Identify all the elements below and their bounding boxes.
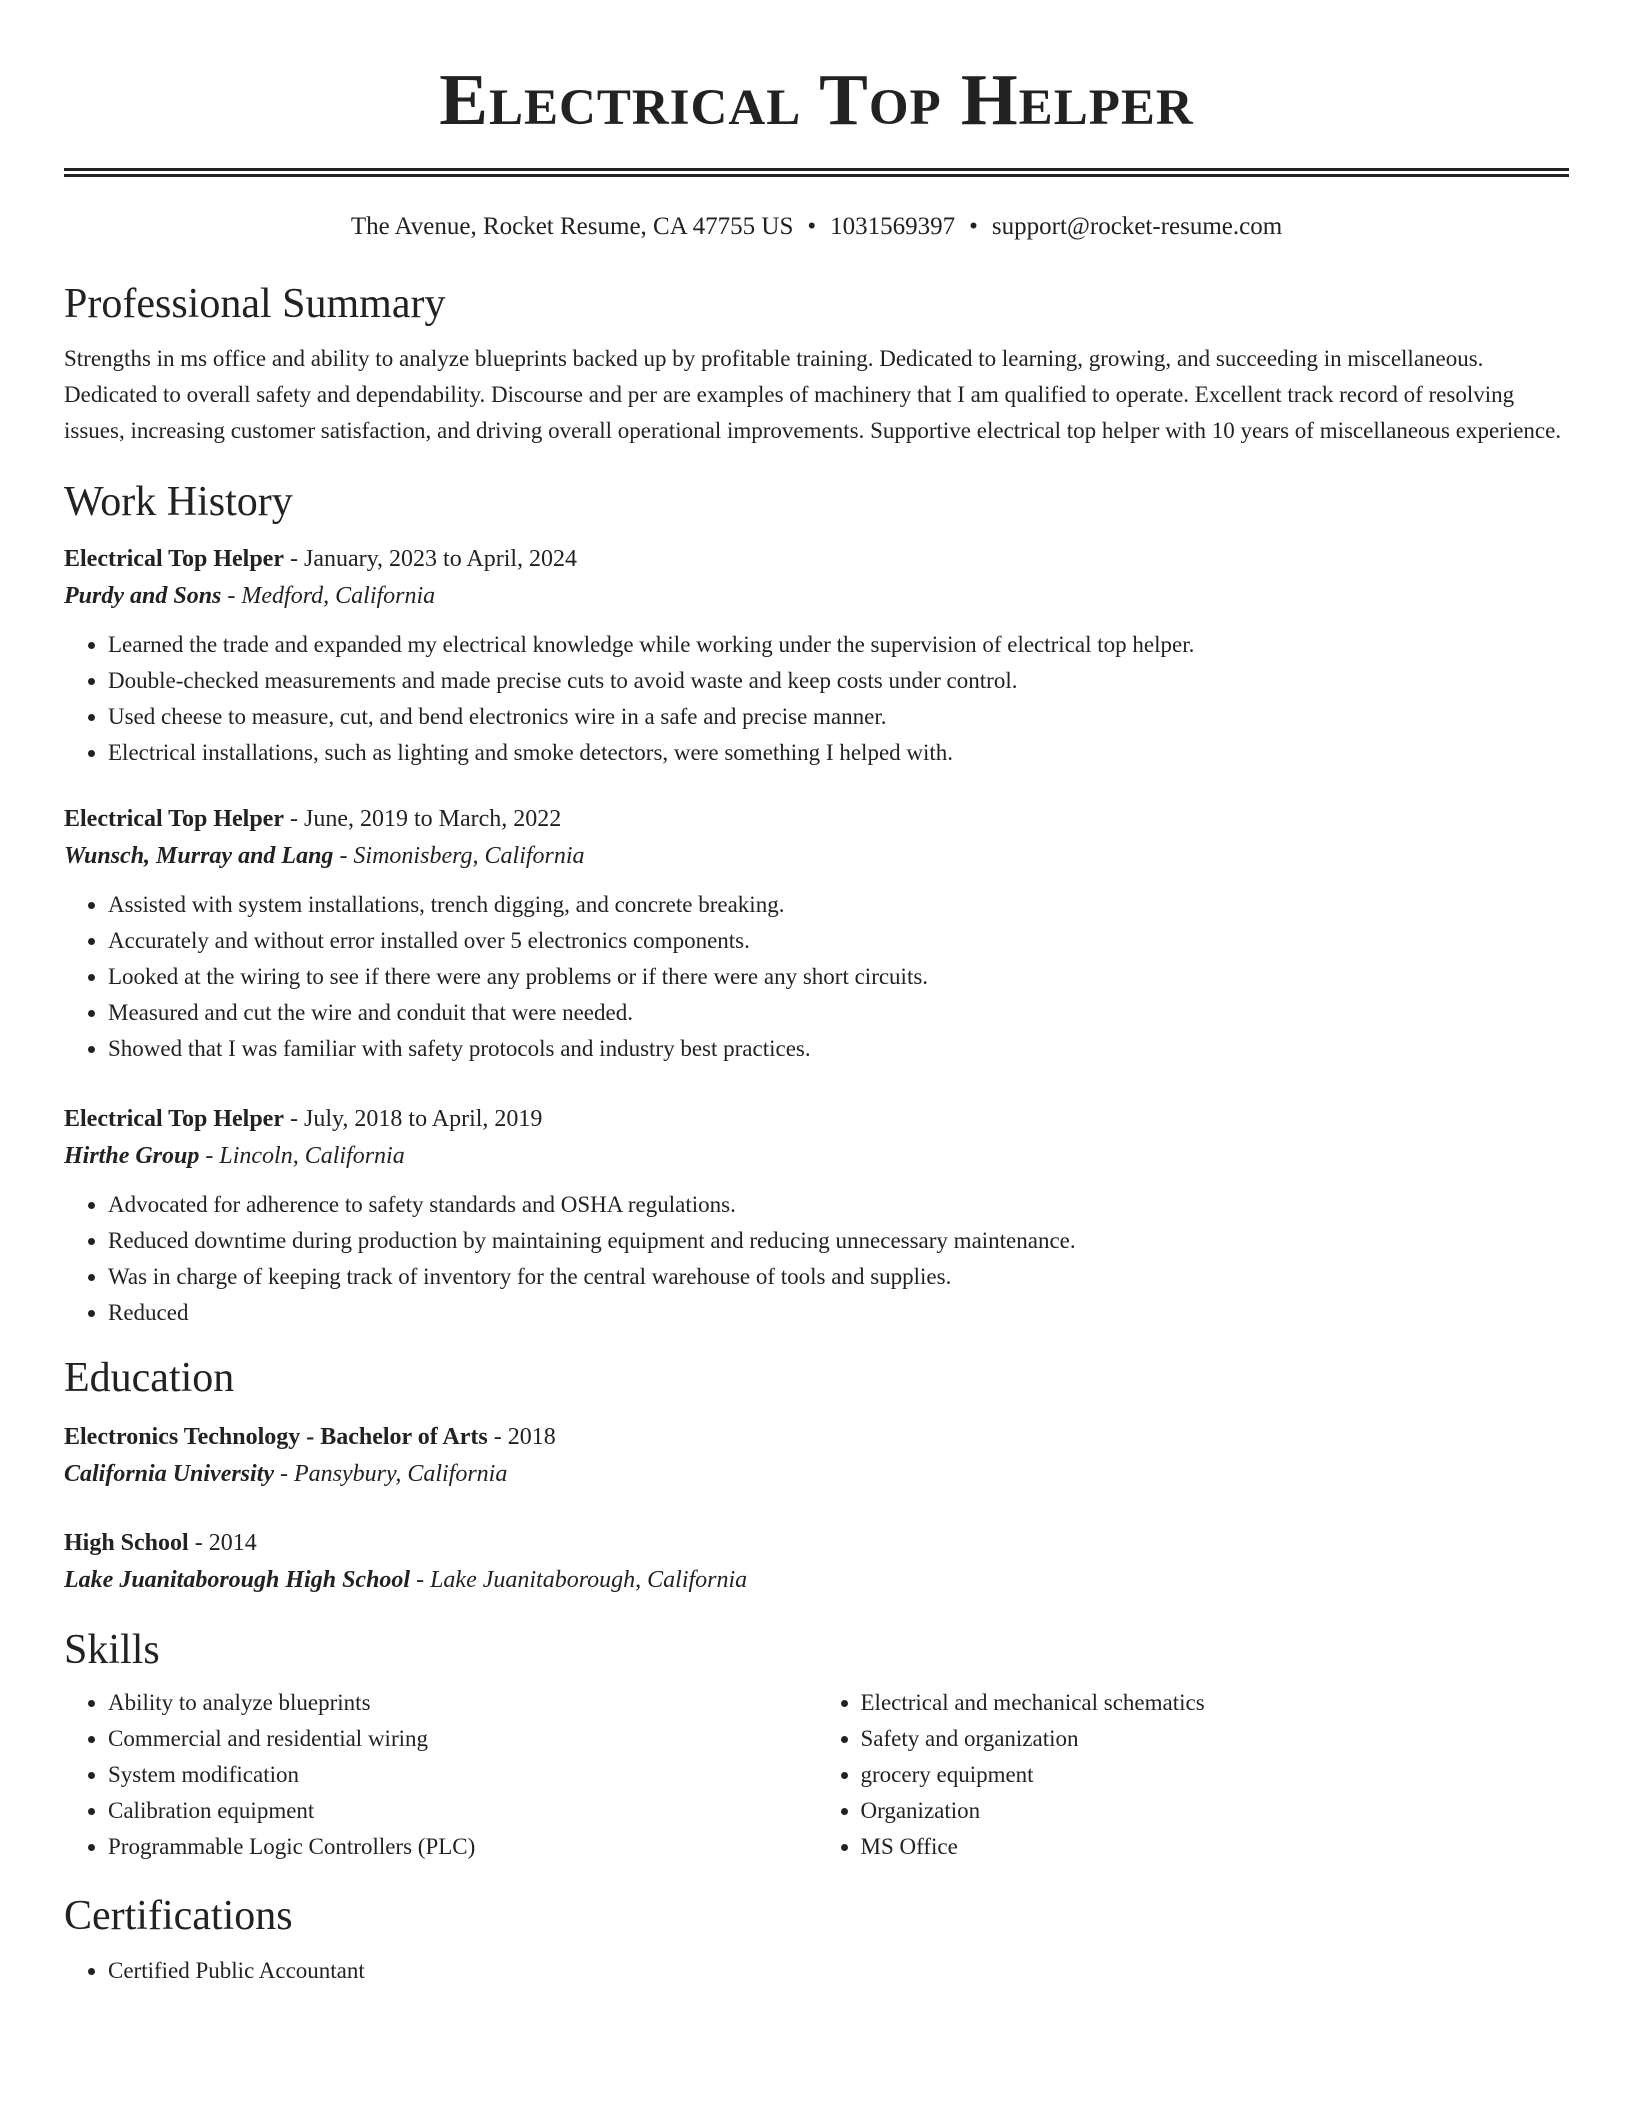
job-bullet: • Accurately and without error installed over 5 electronics components.	[108, 923, 1569, 959]
header-divider	[64, 168, 1569, 177]
job-bullet: • Reduced downtime during production by maintaining equipment and reducing unnecessary maintenance.	[108, 1223, 1569, 1259]
contact-address: The Avenue, Rocket Resume, CA 47755 US	[350, 213, 794, 240]
job-bullets	[64, 1187, 1569, 1331]
school-name: Lake Juanitaborough High School	[64, 1567, 411, 1593]
work-history-heading: Work History	[64, 479, 293, 525]
school-line	[64, 1455, 1569, 1493]
job-dates: - July, 2018 to April, 2019	[283, 1106, 543, 1132]
contact-email: support@rocket-resume.com	[991, 213, 1283, 240]
job-title: Electrical Top Helper	[64, 806, 284, 832]
job-company: Purdy and Sons	[64, 583, 222, 609]
job-company: Wunsch, Murray and Lang	[64, 843, 334, 869]
job-entry	[64, 1101, 1569, 1331]
job-title: Electrical Top Helper	[64, 1106, 284, 1132]
skill-item: • Calibration equipment	[108, 1793, 817, 1829]
certification-item: • Certified Public Accountant	[108, 1953, 1569, 1989]
skill-item: • Commercial and residential wiring	[108, 1721, 817, 1757]
degree-line	[64, 1525, 1569, 1561]
skills-list-left	[64, 1685, 817, 1865]
summary-text: Strengths in ms office and ability to analyze blueprints backed up by profitable training. Dedicated to learning, growing, and succeeding in miscellaneous. Dedicated to overall safety and dependability. Discourse and per are examples of machinery that I am qualified to operate. Excellent track record of resolving issues, increasing customer satisfaction, and driving overall operational improvements. Supportive electrical top helper with 10 years of miscellaneous experience.	[64, 346, 1562, 443]
skill-item: • Ability to analyze blueprints	[108, 1685, 817, 1721]
job-title-line	[64, 1101, 1569, 1137]
degree-year: - 2018	[487, 1424, 556, 1450]
job-bullet: • Double-checked measurements and made precise cuts to avoid waste and keep costs under control.	[108, 663, 1569, 699]
skills-heading: Skills	[64, 1627, 160, 1673]
job-entry	[64, 801, 1569, 1067]
job-location: - Lincoln, California	[199, 1143, 405, 1169]
job-dates: - June, 2019 to March, 2022	[283, 806, 562, 832]
skill-item: • MS Office	[861, 1829, 1570, 1865]
school-location: - Pansybury, California	[274, 1461, 508, 1487]
job-company-line	[64, 1137, 1569, 1175]
education-entry	[64, 1525, 1569, 1599]
job-bullet: • Learned the trade and expanded my electrical knowledge while working under the supervision of electrical top helper.	[108, 627, 1569, 663]
school-line	[64, 1561, 1569, 1599]
skill-item: • Programmable Logic Controllers (PLC)	[108, 1829, 817, 1865]
resume-page	[64, 0, 1569, 1989]
job-entry	[64, 541, 1569, 771]
job-bullet: • Electrical installations, such as lighting and smoke detectors, were something I helped with.	[108, 735, 1569, 771]
summary-heading: Professional Summary	[64, 281, 446, 327]
degree-line	[64, 1419, 1569, 1455]
job-bullet: • Was in charge of keeping track of inventory for the central warehouse of tools and supplies.	[108, 1259, 1569, 1295]
job-bullet: • Looked at the wiring to see if there were any problems or if there were any short circuits.	[108, 959, 1569, 995]
job-dates: - January, 2023 to April, 2024	[283, 546, 578, 572]
skills-list-right	[817, 1685, 1570, 1865]
resume-name: Electrical Top Helper	[439, 59, 1194, 140]
degree-year: - 2014	[188, 1530, 257, 1556]
job-title-line	[64, 801, 1569, 837]
skill-item: • Electrical and mechanical schematics	[861, 1685, 1570, 1721]
job-title: Electrical Top Helper	[64, 546, 284, 572]
skill-item: • Organization	[861, 1793, 1570, 1829]
job-location: - Simonisberg, California	[333, 843, 585, 869]
job-company-line	[64, 577, 1569, 615]
job-bullet: • Advocated for adherence to safety standards and OSHA regulations.	[108, 1187, 1569, 1223]
job-bullet: • Assisted with system installations, trench digging, and concrete breaking.	[108, 887, 1569, 923]
degree-name: High School	[64, 1530, 189, 1556]
education-entry	[64, 1419, 1569, 1493]
job-title-line	[64, 541, 1569, 577]
skill-item: • grocery equipment	[861, 1757, 1570, 1793]
contact-separator: •	[807, 213, 817, 240]
contact-phone: 1031569397	[830, 213, 956, 240]
contact-separator: •	[969, 213, 978, 240]
job-bullets	[64, 627, 1569, 771]
education-heading: Education	[64, 1355, 235, 1401]
school-name: California University	[64, 1461, 275, 1487]
job-bullet: • Used cheese to measure, cut, and bend electronics wire in a safe and precise manner.	[108, 699, 1569, 735]
skill-item: • System modification	[108, 1757, 817, 1793]
contact-line	[64, 211, 1569, 243]
skills-columns	[64, 1685, 1569, 1865]
job-location: - Medford, California	[221, 583, 436, 609]
job-bullets	[64, 887, 1569, 1067]
job-bullet: • Reduced	[108, 1295, 1569, 1331]
degree-name: Electronics Technology - Bachelor of Arts	[64, 1424, 488, 1450]
job-company: Hirthe Group	[64, 1143, 200, 1169]
skill-item: • Safety and organization	[861, 1721, 1570, 1757]
job-bullet: • Showed that I was familiar with safety protocols and industry best practices.	[108, 1031, 1569, 1067]
school-location: - Lake Juanitaborough, California	[410, 1567, 748, 1593]
job-company-line	[64, 837, 1569, 875]
certifications-heading: Certifications	[64, 1893, 293, 1939]
job-bullet: • Measured and cut the wire and conduit that were needed.	[108, 995, 1569, 1031]
certifications-list	[64, 1953, 1569, 1989]
